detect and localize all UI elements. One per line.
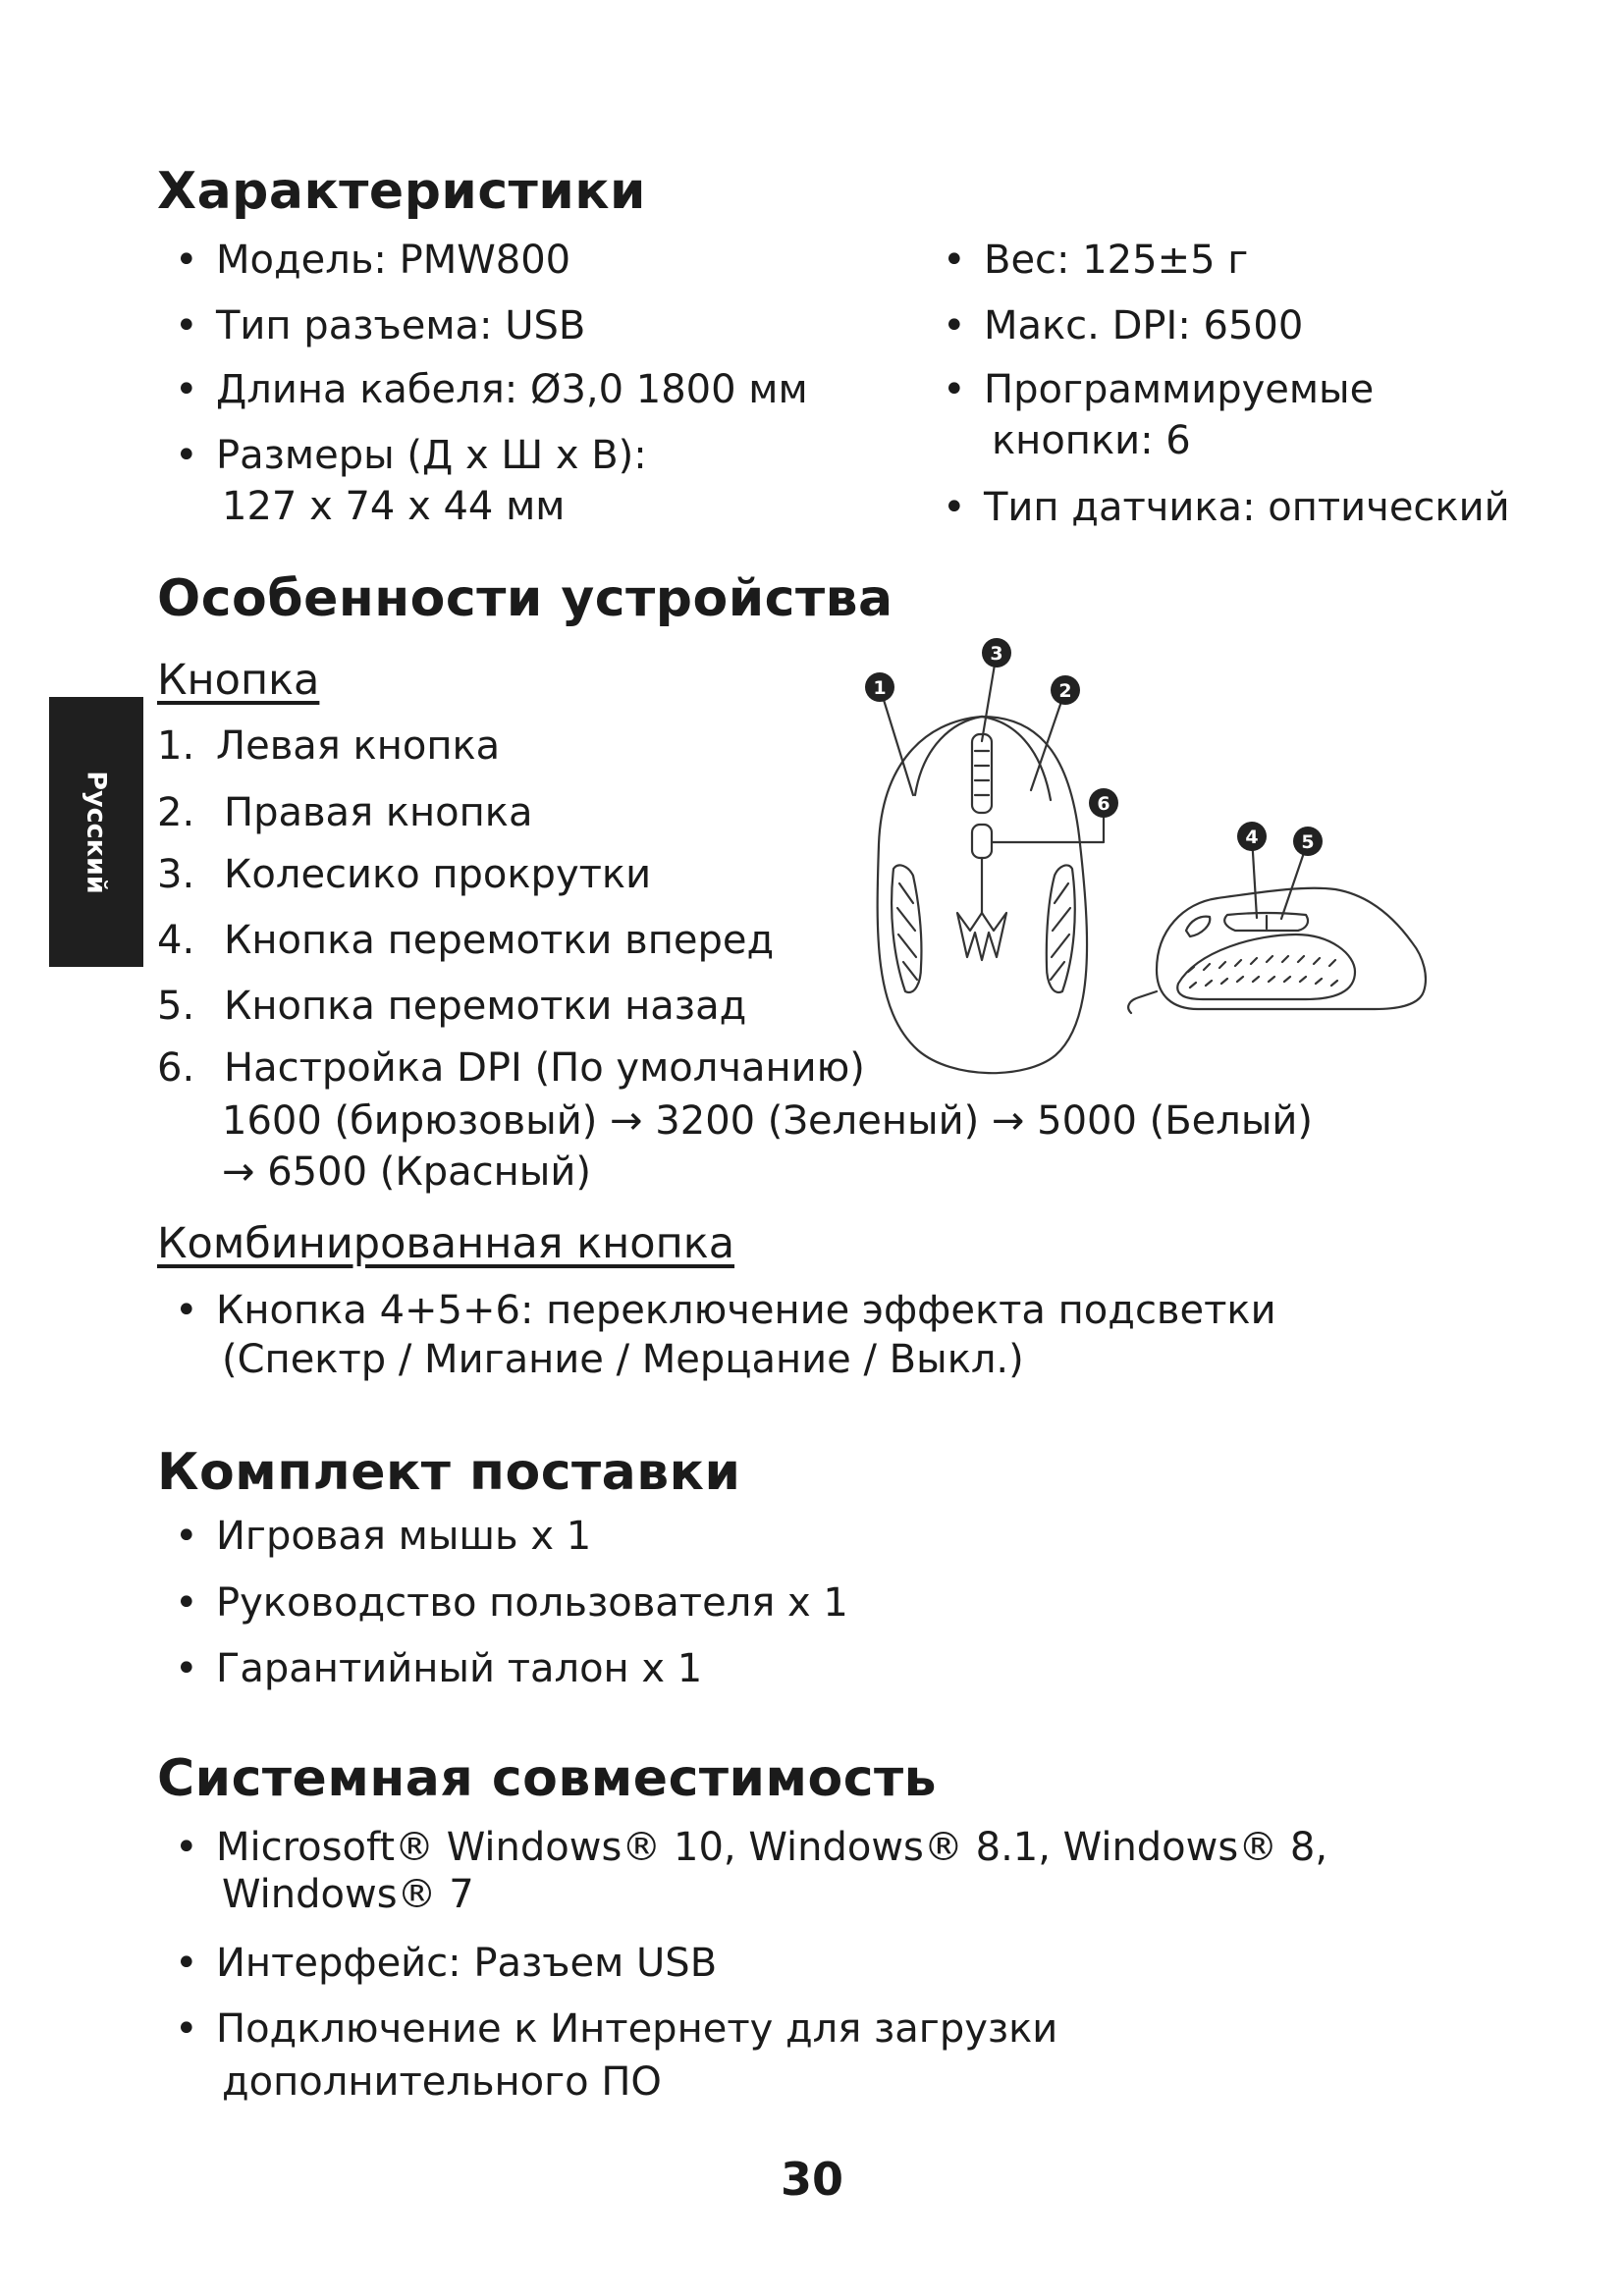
bullet: • bbox=[175, 1514, 198, 1559]
item-number: 4. bbox=[157, 918, 195, 963]
callout-5-label: 5 bbox=[1301, 831, 1315, 853]
list-item-text: Кнопка 4+5+6: переключение эффекта подсветки bbox=[216, 1288, 1276, 1333]
features-title: Особенности устройства bbox=[157, 569, 893, 628]
list-item-text: Длина кабеля: Ø3,0 1800 мм bbox=[216, 367, 808, 412]
list-item-text: Руководство пользователя x 1 bbox=[216, 1580, 848, 1626]
bullet: • bbox=[175, 238, 198, 283]
mouse-side-view bbox=[1157, 888, 1426, 1009]
list-item-text: Вес: 125±5 г bbox=[984, 238, 1249, 283]
bullet: • bbox=[175, 433, 198, 478]
mouse-diagram bbox=[844, 618, 1492, 1080]
callout-4-label: 4 bbox=[1245, 827, 1259, 848]
list-item-text: Модель: PMW800 bbox=[216, 238, 571, 283]
callout-2-label: 2 bbox=[1058, 680, 1072, 702]
buttons-heading: Кнопка bbox=[157, 656, 320, 705]
list-item-text: Игровая мышь x 1 bbox=[216, 1514, 592, 1559]
item-number: 6. bbox=[157, 1045, 195, 1091]
list-item-text: Размеры (Д x Ш x В): bbox=[216, 433, 647, 478]
callout-3-label: 3 bbox=[990, 643, 1003, 665]
list-item-text: дополнительного ПО bbox=[222, 2059, 662, 2105]
list-item-text: Макс. DPI: 6500 bbox=[984, 303, 1304, 348]
list-item-text: Microsoft® Windows® 10, Windows® 8.1, Windows® 8, bbox=[216, 1825, 1328, 1870]
page-number: 30 bbox=[780, 2153, 843, 2206]
language-tab bbox=[49, 697, 143, 967]
bullet: • bbox=[175, 2006, 198, 2052]
bullet: • bbox=[175, 367, 198, 412]
list-item-text: → 6500 (Красный) bbox=[222, 1149, 591, 1195]
bullet: • bbox=[943, 238, 966, 283]
list-item-text: кнопки: 6 bbox=[992, 418, 1191, 463]
package-title: Комплект поставки bbox=[157, 1443, 741, 1502]
language-tab-label: Русский bbox=[81, 770, 112, 894]
callout-6-label: 6 bbox=[1097, 793, 1110, 815]
bullet: • bbox=[175, 1941, 198, 1986]
list-item-text: Интерфейс: Разъем USB bbox=[216, 1941, 718, 1986]
bullet: • bbox=[175, 1288, 198, 1333]
list-item-text: Правая кнопка bbox=[224, 790, 533, 835]
dpi-button-shape bbox=[972, 825, 992, 858]
bullet: • bbox=[943, 367, 966, 412]
item-number: 5. bbox=[157, 984, 195, 1029]
bullet: • bbox=[175, 1825, 198, 1870]
list-item-text: 1600 (бирюзовый) → 3200 (Зеленый) → 5000 (Белый) bbox=[222, 1098, 1314, 1144]
bullet: • bbox=[175, 1580, 198, 1626]
specs-title: Характеристики bbox=[157, 162, 646, 221]
compat-title: Системная совместимость bbox=[157, 1749, 938, 1808]
list-item-text: Тип разъема: USB bbox=[216, 303, 586, 348]
list-item-text: Тип датчика: оптический bbox=[984, 485, 1510, 530]
list-item-text: Колесико прокрутки bbox=[224, 852, 652, 897]
item-number: 1. bbox=[157, 723, 195, 769]
item-number: 3. bbox=[157, 852, 195, 897]
list-item-text: Левая кнопка bbox=[216, 723, 501, 769]
list-item-text: Настройка DPI (По умолчанию) bbox=[224, 1045, 865, 1091]
list-item-text: Гарантийный талон x 1 bbox=[216, 1646, 703, 1691]
list-item-text: Windows® 7 bbox=[222, 1872, 474, 1917]
bullet: • bbox=[175, 1646, 198, 1691]
list-item-text: Подключение к Интернету для загрузки bbox=[216, 2006, 1058, 2052]
list-item-text: Кнопка перемотки вперед bbox=[224, 918, 775, 963]
bullet: • bbox=[943, 485, 966, 530]
item-number: 2. bbox=[157, 790, 195, 835]
mouse-logo bbox=[957, 913, 1006, 960]
list-item-text: Кнопка перемотки назад bbox=[224, 984, 747, 1029]
bullet: • bbox=[943, 303, 966, 348]
list-item-text: Программируемые bbox=[984, 367, 1375, 412]
list-item-text: (Спектр / Мигание / Мерцание / Выкл.) bbox=[222, 1337, 1024, 1382]
combo-heading: Комбинированная кнопка bbox=[157, 1219, 735, 1268]
bullet: • bbox=[175, 303, 198, 348]
scroll-wheel-shape bbox=[972, 734, 992, 813]
callout-1-label: 1 bbox=[873, 677, 887, 699]
list-item-text: 127 x 74 x 44 мм bbox=[222, 484, 566, 529]
